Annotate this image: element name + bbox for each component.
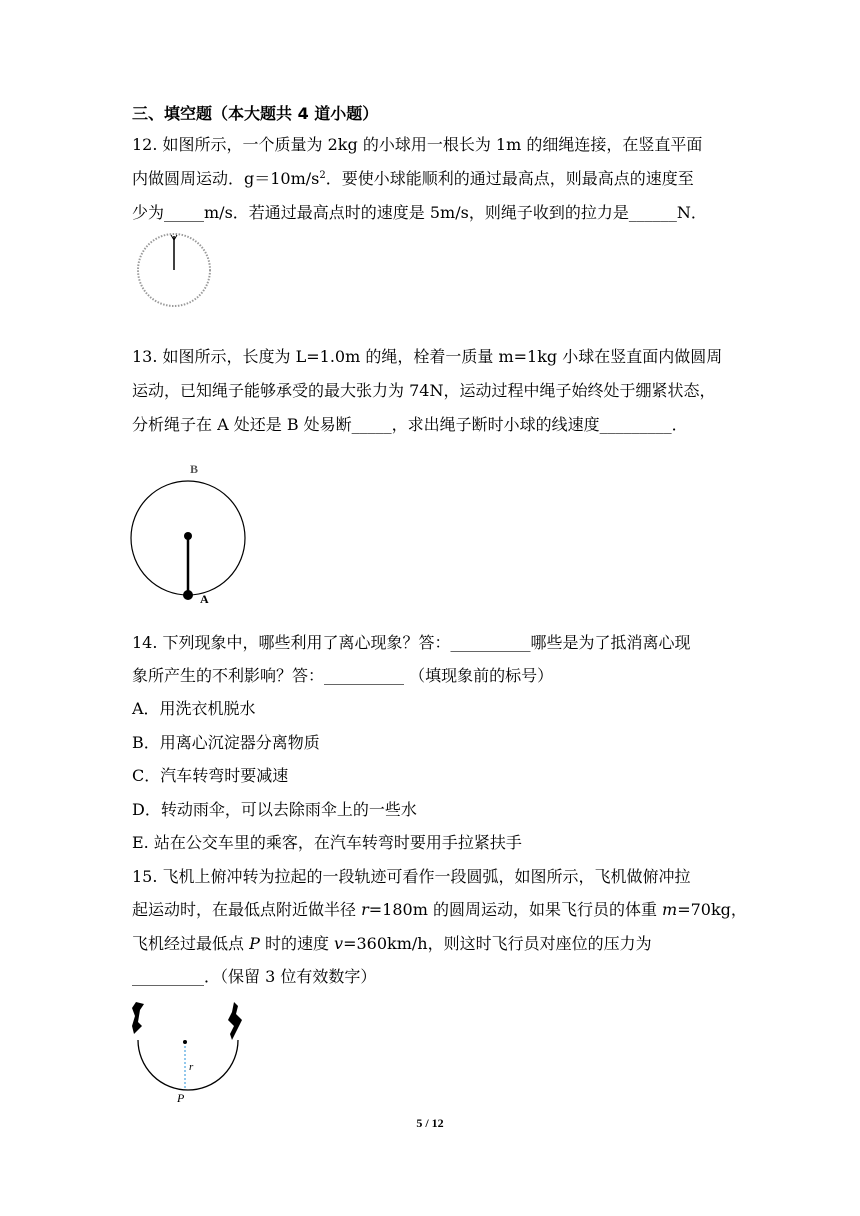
q12-line3: 少为_____m/s．若通过最高点时的速度是 5m/s，则绳子收到的拉力是______N． <box>132 203 707 222</box>
q14-option-a: A．用洗衣机脱水 <box>132 699 256 718</box>
q12-line2: 内做圆周运动．$g=10m/s^2$．要使小球能顺利的通过最高点，则最高点的速度至 <box>132 169 694 188</box>
label-r: r <box>189 1061 194 1073</box>
q13-line3: 分析绳子在 A 处还是 B 处易断_____，求出绳子断时小球的线速度_________． <box>132 415 688 434</box>
q14-line1: 14. 下列现象中，哪些利用了离心现象？答：__________哪些是为了抵消离心现 <box>132 633 691 652</box>
q14-line2: 象所产生的不利影响？答：__________ （填现象前的标号） <box>132 666 554 685</box>
page-number: 5 / 12 <box>416 1116 444 1130</box>
q15-line4: _________．（保留 3 位有效数字） <box>132 967 377 986</box>
q13-line1: 13. 如图所示，长度为 L=1.0m 的绳，栓着一质量 m=1kg 小球在竖直面内做圆周 <box>132 347 723 366</box>
airplane-left-icon <box>132 1002 144 1034</box>
q13-circle-figure <box>126 458 250 606</box>
airplane-right-icon <box>228 1002 242 1040</box>
label-a: A <box>200 592 209 606</box>
q14-option-b: B．用离心沉淀器分离物质 <box>132 733 320 752</box>
q14-option-d: D．转动雨伞，可以去除雨伞上的一些水 <box>132 800 417 819</box>
section-heading: 三、填空题（本大题共 4 道小题） <box>132 104 379 123</box>
q15-line1: 15. 飞机上俯冲转为拉起的一段轨迹可看作一段圆弧，如图所示，飞机做俯冲拉 <box>132 867 691 886</box>
q15-line2: 起运动时，在最低点附近做半径 r=180m 的圆周运动，如果飞行员的体重 m=70kg， <box>132 900 747 919</box>
q14-option-c: C．汽车转弯时要减速 <box>132 766 289 785</box>
q12-line1: 12. 如图所示，一个质量为 2kg 的小球用一根长为 1m 的细绳连接，在竖直平面 <box>132 135 703 154</box>
q15-arc-figure <box>126 1000 250 1104</box>
q15-line3: 飞机经过最低点 P 时的速度 v=360km/h，则这时飞行员对座位的压力为 <box>132 934 652 953</box>
label-b: B <box>190 462 199 476</box>
q12-circle-figure <box>132 232 216 310</box>
label-p: P <box>177 1091 185 1104</box>
q13-line2: 运动，已知绳子能够承受的最大张力为 74N，运动过程中绳子始终处于绷紧状态， <box>132 381 716 400</box>
q14-option-e: E. 站在公交车里的乘客，在汽车转弯时要用手拉紧扶手 <box>132 833 522 852</box>
